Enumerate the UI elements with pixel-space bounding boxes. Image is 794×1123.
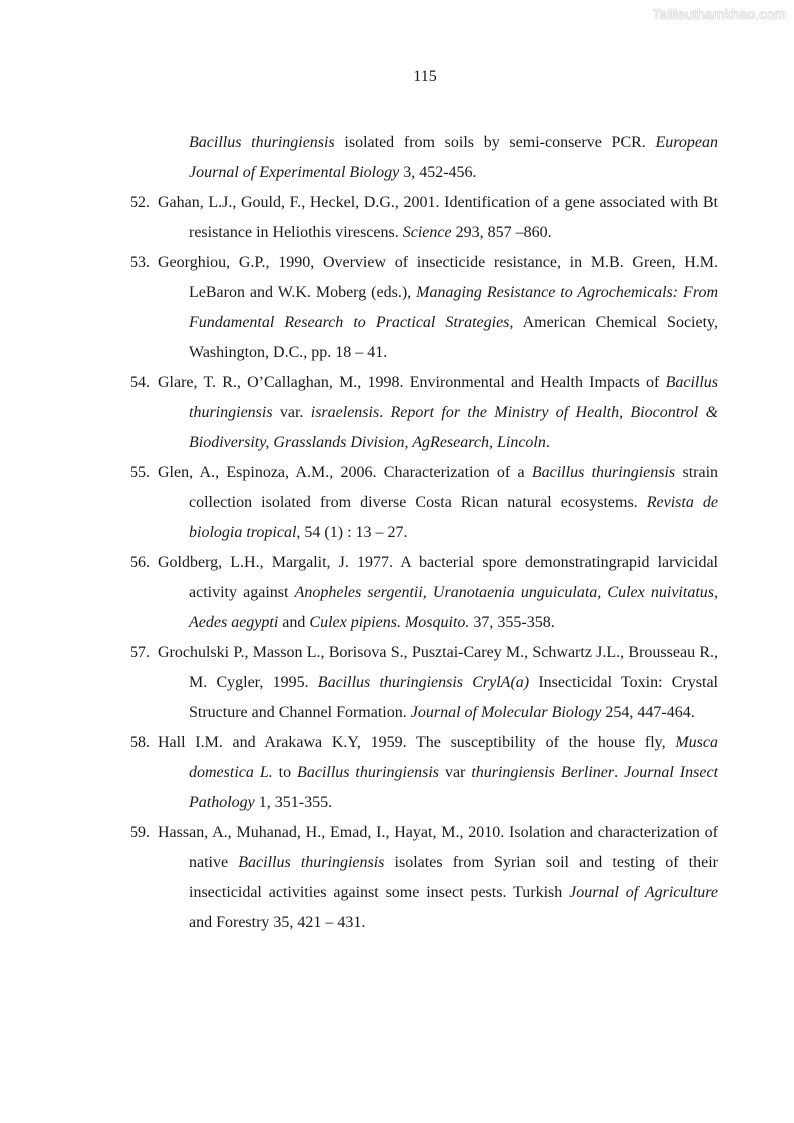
- reference-number: 54.: [130, 374, 150, 391]
- reference-entry: [130, 548, 718, 638]
- reference-text: Hall I.M. and Arakawa K.Y, 1959. The susceptibility of the house fly,: [158, 734, 676, 751]
- reference-number: 52.: [130, 194, 150, 211]
- reference-italic-text: Musca domestica L.: [189, 734, 718, 781]
- reference-number: 56.: [130, 554, 150, 571]
- reference-italic-text: Bacillus thuringiensis: [238, 854, 385, 871]
- reference-text: 1, 351-355.: [254, 794, 333, 811]
- reference-text: isolates from Syrian soil and testing of their insecticidal activities against some insect pests. Turkish: [189, 854, 719, 901]
- reference-number: 59.: [130, 824, 150, 841]
- reference-text: Insecticidal Toxin: Crystal Structure and Channel Formation.: [189, 674, 719, 721]
- page-number: 115: [413, 68, 437, 85]
- reference-text: and Forestry 35, 421 – 431.: [189, 914, 366, 931]
- reference-italic-text: Bacillus thuringiensis: [189, 134, 335, 151]
- reference-italic-text: israelensis: [310, 404, 380, 421]
- reference-list: [130, 128, 718, 938]
- reference-italic-text: thuringiensis Berliner: [471, 764, 615, 781]
- reference-italic-text: Anopheles sergentii, Uranotaenia unguiculata, Culex nuivitatus, Aedes aegypti: [189, 584, 718, 631]
- reference-italic-text: Journal of Agriculture: [569, 884, 719, 901]
- reference-entry: [130, 128, 718, 188]
- reference-italic-text: Report for the Ministry of Health, Biocontrol & Biodiversity, Grasslands Division, AgResearch, Lincoln: [189, 404, 719, 451]
- reference-number: 53.: [130, 254, 150, 271]
- reference-italic-text: Bacillus thuringiensis: [531, 464, 676, 481]
- reference-italic-text: Revista de biologia tropical: [189, 494, 718, 541]
- reference-entry: [130, 248, 718, 368]
- reference-italic-text: Journal Insect Pathology: [189, 764, 719, 811]
- reference-entry: [130, 458, 718, 548]
- reference-entry: [130, 638, 718, 728]
- reference-text: 3, 452-456.: [399, 164, 477, 181]
- reference-text: to: [272, 764, 298, 781]
- reference-entry: [130, 728, 718, 818]
- reference-text: Gahan, L.J., Gould, F., Heckel, D.G., 2001. Identification of a gene associated with Bt resistance in Heliothis virescens.: [158, 194, 718, 241]
- reference-italic-text: Bacillus thuringiensis CrylA(a): [317, 674, 530, 691]
- reference-italic-text: Culex pipiens. Mosquito.: [309, 614, 470, 631]
- reference-entry: [130, 368, 718, 458]
- reference-text: .: [545, 434, 550, 451]
- reference-italic-text: European Journal of Experimental Biology: [189, 134, 718, 181]
- reference-number: 57.: [130, 644, 150, 661]
- reference-text: Grochulski P., Masson L., Borisova S., Pusztai-Carey M., Schwartz J.L., Brousseau R., M. Cygler, 1995.: [158, 644, 718, 691]
- reference-italic-text: Bacillus thuringiensis: [189, 374, 718, 421]
- reference-text: var.: [272, 404, 311, 421]
- reference-text: , 54 (1) : 13 – 27.: [296, 524, 408, 541]
- reference-italic-text: Bacillus thuringiensis: [297, 764, 439, 781]
- reference-text: .: [379, 404, 391, 421]
- reference-text: Goldberg, L.H., Margalit, J. 1977. A bacterial spore demonstratingrapid larvicidal activity against: [158, 554, 718, 601]
- reference-text: 293, 857 –860.: [451, 224, 552, 241]
- reference-entry: [130, 188, 718, 248]
- reference-text: , American Chemical Society, Washington, D.C., pp. 18 – 41.: [189, 314, 718, 361]
- reference-italic-text: Managing Resistance to Agrochemicals: From Fundamental Research to Practical Strategies: [189, 284, 719, 331]
- reference-text: Glare, T. R., O’Callaghan, M., 1998. Environmental and Health Impacts of: [158, 374, 666, 391]
- reference-text: Glen, A., Espinoza, A.M., 2006. Characterization of a: [158, 464, 532, 481]
- reference-entry: [130, 818, 718, 938]
- reference-text: strain collection isolated from diverse Costa Rican natural ecosystems.: [189, 464, 719, 511]
- reference-italic-text: Science: [402, 224, 452, 241]
- reference-text: Georghiou, G.P., 1990, Overview of insecticide resistance, in M.B. Green, H.M. LeBaron and W.K. Moberg (eds.),: [158, 254, 718, 301]
- reference-text: var: [439, 764, 472, 781]
- watermark-text: Tailieuthamkhao.com: [652, 6, 786, 22]
- reference-text: 37, 355-358.: [469, 614, 555, 631]
- reference-text: isolated from soils by semi-conserve PCR.: [334, 134, 656, 151]
- reference-text: Hassan, A., Muhanad, H., Emad, I., Hayat, M., 2010. Isolation and characterization of native: [158, 824, 718, 871]
- reference-number: 58.: [130, 734, 150, 751]
- reference-italic-text: Journal of Molecular Biology: [410, 704, 602, 721]
- reference-text: .: [614, 764, 625, 781]
- reference-text: 254, 447-464.: [601, 704, 695, 721]
- reference-number: 55.: [130, 464, 150, 481]
- reference-text: and: [278, 614, 310, 631]
